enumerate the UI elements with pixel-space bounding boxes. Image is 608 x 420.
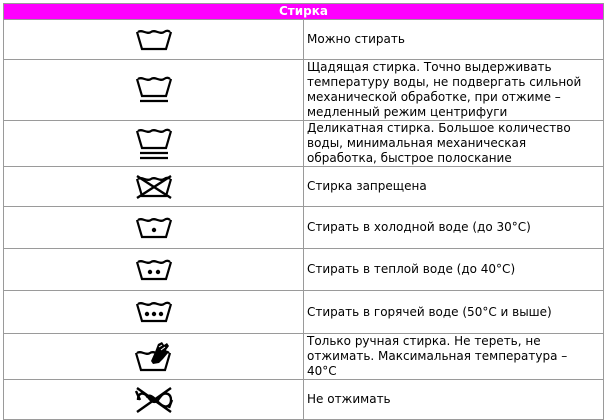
table-row bbox=[4, 334, 604, 380]
wash-tub-icon bbox=[4, 20, 304, 60]
row-description: Стирка запрещена bbox=[304, 167, 604, 207]
table-row bbox=[4, 249, 604, 291]
table-row bbox=[4, 121, 604, 167]
row-description: Деликатная стирка. Большое количество воды, минимальная механическая обработка, быстрое полоскание bbox=[304, 121, 604, 167]
table-row bbox=[4, 20, 604, 60]
row-description: Стирать в теплой воде (до 40°С) bbox=[304, 249, 604, 291]
table-row bbox=[4, 291, 604, 334]
table-row bbox=[4, 207, 604, 249]
do-not-wring-icon bbox=[4, 380, 304, 420]
row-description: Стирать в холодной воде (до 30°С) bbox=[304, 207, 604, 249]
row-description: Только ручная стирка. Не тереть, не отжимать. Максимальная температура – 40°С bbox=[304, 334, 604, 380]
table-row bbox=[4, 167, 604, 207]
wash-two-dots-icon bbox=[4, 249, 304, 291]
wash-one-dot-icon bbox=[4, 207, 304, 249]
row-description: Не отжимать bbox=[304, 380, 604, 420]
table-header: Стирка bbox=[4, 4, 604, 20]
do-not-wash-icon bbox=[4, 167, 304, 207]
table-row bbox=[4, 60, 604, 121]
row-description: Щадящая стирка. Точно выдерживать температуру воды, не подвергать сильной механической обработке, при отжиме – медленный режим центрифуги bbox=[304, 60, 604, 121]
table-row bbox=[4, 380, 604, 420]
wash-tub-two-bars-icon bbox=[4, 121, 304, 167]
wash-tub-one-bar-icon bbox=[4, 60, 304, 121]
hand-wash-icon bbox=[4, 334, 304, 380]
row-description: Стирать в горячей воде (50°С и выше) bbox=[304, 291, 604, 334]
row-description: Можно стирать bbox=[304, 20, 604, 60]
laundry-care-table bbox=[3, 3, 604, 420]
wash-three-dots-icon bbox=[4, 291, 304, 334]
